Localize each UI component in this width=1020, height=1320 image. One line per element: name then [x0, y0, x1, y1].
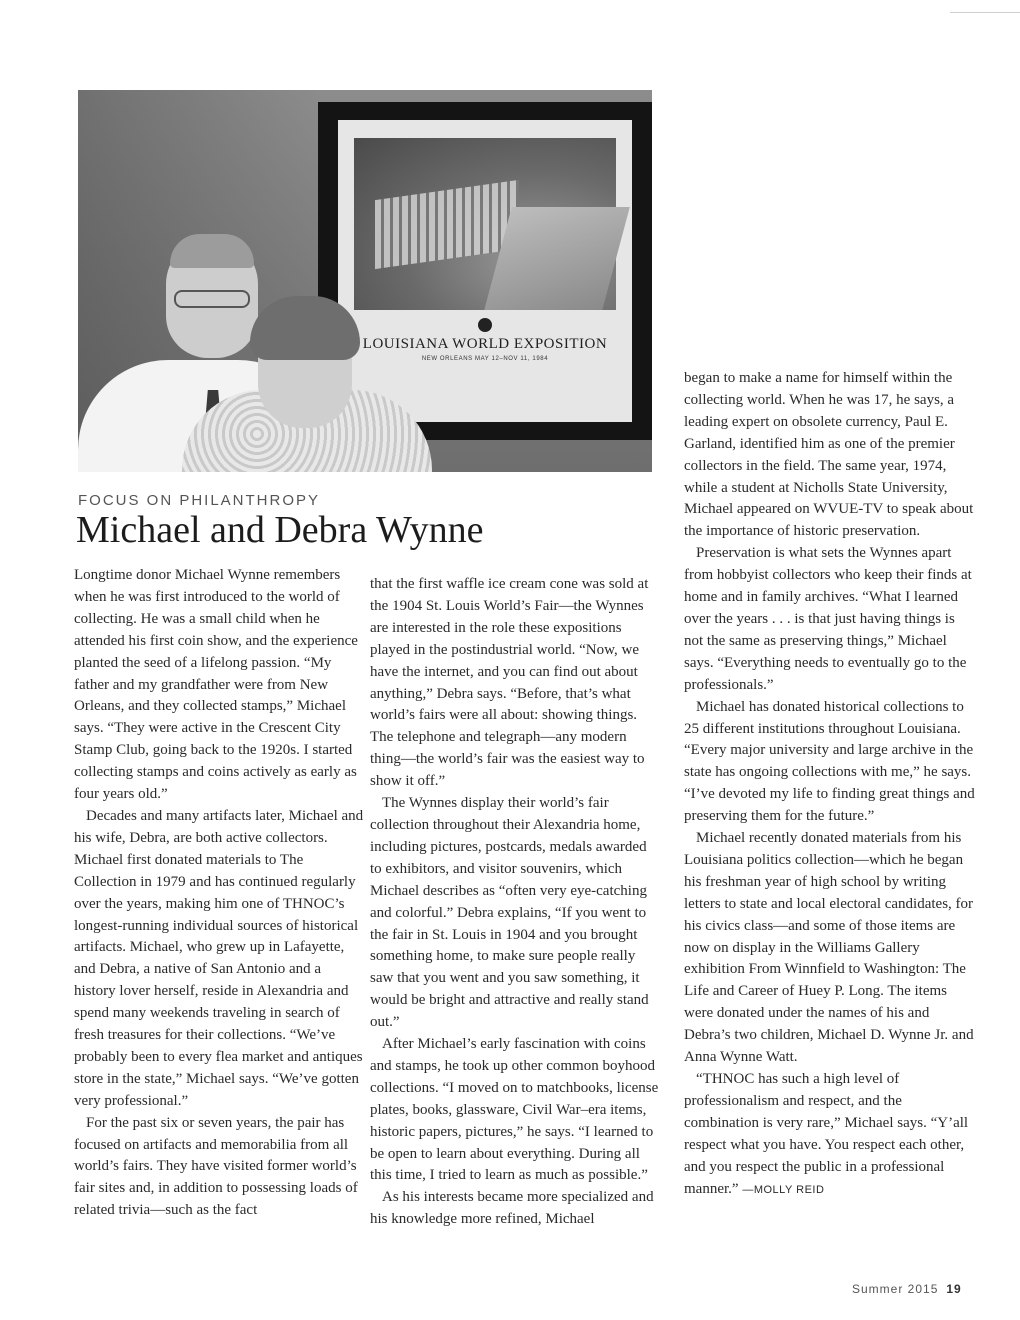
paragraph: Preservation is what sets the Wynnes apart from hobbyist collectors who keep their finds at home and in family archives. “What I learned over the years . . . is that just having things is not the same as preserving things,” Michael says. “Everything needs to eventually go to the professionals.”	[684, 545, 972, 693]
man-glasses	[174, 290, 250, 308]
page-rule	[950, 12, 1020, 13]
poster-mat	[338, 120, 632, 422]
paragraph: Michael recently donated materials from his Louisiana politics collection—which he began his freshman year of high school by writing letters to state and local electoral candidates, for his civics class—and some of those items are now on display in the Williams Gallery exhibition From Winnfield to Washington: The Life and Career of Huey P. Long. The items were donated under the names of his and Debra’s two children, Michael D. Wynne Jr. and Anna Wynne Watt.	[684, 830, 974, 1066]
poster-title: LOUISIANA WORLD EXPOSITION	[362, 336, 608, 352]
column-2	[370, 574, 660, 1231]
framed-poster	[318, 102, 652, 440]
poster-aerial-image	[354, 138, 616, 310]
paragraph: After Michael’s early fascination with coins and stamps, he took up other common boyhood collections. “I moved on to matchbooks, license plates, books, glassware, Civil War–era items, historic papers, pictures,” he says. “I learned to be open to learn about everything. During all this time, I tried to learn as much as possible.”	[370, 1036, 659, 1184]
poster-city	[375, 179, 519, 268]
section-kicker: FOCUS ON PHILANTHROPY	[78, 492, 321, 509]
article-photo	[78, 90, 652, 472]
page-number: 19	[946, 1282, 962, 1296]
poster-logo-icon	[478, 318, 492, 332]
issue-season: Summer 2015	[852, 1282, 939, 1296]
closing-quote: “THNOC has such a high level of professionalism and respect, and the combination is very rare,” Michael says. “Y’all respect what you have. You respect each other, and you respect the public in a professional manner.”	[684, 1071, 969, 1197]
paragraph: Decades and many artifacts later, Michael and his wife, Debra, are both active collectors. Michael first donated materials to The Collection in 1979 and has continued regularly over the years, making him one of THNOC’s longest-running individual sources of historical artifacts. Michael, who grew up in Lafayette, and Debra, a native of San Antonio and a history lover herself, reside in Alexandria and spend many weekends traveling in search of fresh treasures for their collections. “We’ve probably been to every flea market and antiques store in the state,” Michael says. “We’ve gotten very professional.”	[74, 807, 364, 1109]
paragraph: As his interests became more specialized and his knowledge more refined, Michael	[370, 1189, 654, 1228]
byline: —MOLLY REID	[742, 1183, 825, 1196]
paragraph: began to make a name for himself within the collecting world. When he was 17, he says, a leading expert on obsolete currency, Paul E. Garland, identified him as one of the premier collectors in the field. The same year, 1974, while a student at Nicholls State University, Michael appeared on WVUE-TV to speak about the importance of historic preservation.	[684, 370, 974, 540]
paragraph	[684, 1069, 976, 1201]
column-1	[74, 565, 364, 1222]
poster-subtitle: NEW ORLEANS MAY 12–NOV 11, 1984	[421, 356, 549, 362]
paragraph: Michael has donated historical collections to 25 different institutions throughout Louisiana. “Every major university and large archive in the state has ongoing collections with me,” he says. “I’ve devoted my life to finding great things and preserving them for the future.”	[684, 698, 975, 825]
page-footer	[852, 1282, 962, 1296]
paragraph: Longtime donor Michael Wynne remembers when he was first introduced to the world of collecting. He was a small child when he attended his first coin show, and the experience planted the seed of a lifelong passion. “My father and my grandfather were from New Orleans, and they collected stamps,” Michael says. “They were active in the Crescent City Stamp Club, going back to the 1920s. I started collecting stamps and coins actively as early as four years old.”	[74, 567, 358, 803]
paragraph: that the first waffle ice cream cone was sold at the 1904 St. Louis World’s Fair—the Wynnes are interested in the role these expositions played in the postindustrial world. “Now, we have the internet, and you can find out about anything,” Debra says. “Before, that’s what world’s fairs were all about: showing things. The telephone and telegraph—any modern thing—the world’s fair was the easiest way to show it off.”	[370, 576, 649, 790]
column-3	[684, 368, 976, 1201]
paragraph: For the past six or seven years, the pair has focused on artifacts and memorabilia from all world’s fairs. They have visited former world’s fair sites and, in addition to possessing loads of related trivia—such as the fact	[74, 1114, 358, 1219]
article-headline: Michael and Debra Wynne	[76, 509, 484, 551]
paragraph: The Wynnes display their world’s fair collection throughout their Alexandria home, including pictures, postcards, medals awarded to exhibitors, and visitor souvenirs, which Michael describes as “often very eye-catching and colorful.” Debra explains, “If you went to the fair in St. Louis in 1904 and you brought something home, to make sure people really saw that you went and you saw something, it would be bright and attractive and really stand out.”	[370, 795, 649, 1031]
man-hair	[170, 234, 254, 268]
